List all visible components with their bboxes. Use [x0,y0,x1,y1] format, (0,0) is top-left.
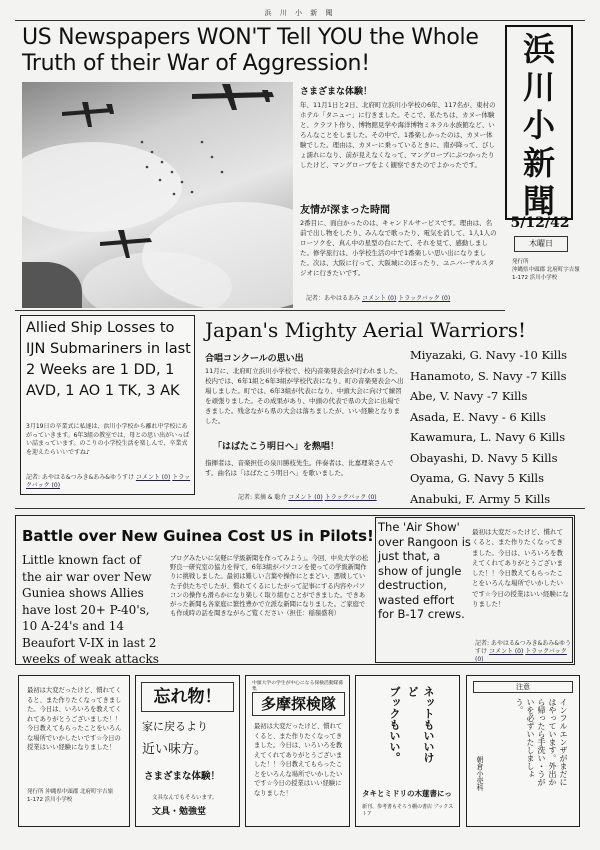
top-rule [15,20,585,21]
section2-text: 2番目に、面白かったのは、キャンドルサービスです。理由は、名前で出し物をしたり、みんなで歌ったり、電気を消して、1人1人のローソクを、真ん中の星型の台にたて、それを見て、感動しました。修学旅行は、小学校生活の中で1番楽しい思い出になりました。次は、大阪に行って、大阪城にのぼったり、ユニバーサルスタジオに行きたいです。 [300,219,497,277]
aerial-jp-head2: 「はばたこう明日へ」を熱唱！ [213,442,340,452]
masthead: 浜 川 小 新 聞 [264,9,336,17]
ad2-small: 文具なんでもそろいます。 [152,795,218,801]
ship-caption [26,474,192,490]
ad2-shop: 文具・勉強堂 [152,807,207,817]
kills-item: Kawamura, L. Navy 6 Kills [410,430,566,444]
ad2-sub1: 家に戻るより [142,720,208,733]
ad5-head: 注意 [473,681,573,693]
kills-item: Oyama, G. Navy 5 Kills [410,471,545,485]
issue-weekday: 木曜日 [514,236,568,252]
kills-item: Obayashi, D. Navy 5 Kills [410,450,558,465]
newspaper-logo [505,25,573,220]
ad4-vert2: ブックもいい。 [388,686,401,763]
airshow-caption-author: 記者: あやはる&つみき&あみ&ゆうすけ [475,640,571,655]
bomber-plane [192,84,274,110]
logo-char: 新 [522,144,555,182]
bottom-ad-1 [18,675,130,827]
main-caption [306,293,502,302]
airshow-jp-text: 最初は大変だったけど、慣れてくると、また作りたくなってきました。今日は、いろいろを教えてくれてありがとうございました！！今日教えてもらったことをいろんな場所でいかしたいです☆今日の授業はいい経験になりました！ [472,528,569,609]
airshow-trackback-link[interactable]: トラックバック (0) [475,648,567,663]
aerial-caption-author: 記者: 菜摘 & 聡介 [238,494,287,501]
aerial-title: Japan's Mighty Aerial Warriors! [205,318,526,342]
ad1-publisher: 発行所 沖縄県中頭郡 北府町字吉嶺1-172 浜川小学校 [27,789,113,803]
bottom-ad-2 [135,675,240,827]
ad4-vert1: ネットもいいけど [406,686,435,763]
publisher-label: 発行所 [512,259,529,265]
logo-char: 浜 [522,30,555,68]
ad3-text: 最初は大変だったけど、慣れてくると、また作りたくなってきました。今日は、いろいろを教えてくれてありがとうございました！！今日教えてもらったことをいろんな場所でいかしたいです☆今日の授業はいい経験になりました！ [254,723,343,797]
aerial-jp-text2: 指揮者は、音楽担任の泉川勝枝先生。伴奏者は、比嘉理菜さんです。曲名は「はばたこう明日へ」を歌いました。 [205,459,394,477]
bomber-photo [22,82,293,308]
logo-char: 聞 [522,182,555,220]
ship-trackback-link[interactable]: トラックバック (0) [26,474,191,489]
kills-item: Asada, E. Navy - 6 Kills [410,409,546,424]
bomber-planes [22,82,293,308]
ad5-sign: 朝倉小売科 [476,756,484,791]
section1-text: 年、11月1日と2日、北府町立浜川小学校の6年、117名が、東村のホテル「タニュー」に行きました。そこで、私たちは、カヌー体験と、クラフト作り、博物館見学や海洋博物ミネラル水族館など、いろんなことをしました。その中で、1番楽しかったのは、カヌー体験でした。理由は、カヌーに乗っているときに、南が降って、びしょ濡れになり、前が見えなくなって、マングローブにぶつかったりしたけど、マングローブをよく観察できたのでよかったです。 [300,101,496,169]
aerial-trackback-link[interactable]: トラックバック (0) [324,494,377,501]
ad1-text: 最初は大変だったけど、慣れてくると、また作りたくなってきました。今日は、いろいろを教えてくれてありがとうございました！！今日教えてもらったことをいろんな場所でいかしたいです☆今日の授業はいい経験になりました！ [27,687,122,751]
section1-title: さまざまな体験！ [300,87,373,97]
main-headline: US Newspapers WON'T Tell YOU the Whole Truth of their War of Aggression! [22,25,479,76]
issue-date: 5/12/42 [510,215,570,231]
aerial-jp-text: 11月に、北府町立浜川小学校で、校内音楽発表会が行われました。校内では、6年1組と6年3組が学校代表になり、町の音楽発表会へ出場しました。町では、6年3組が代表になり、中頭大会に向けて練習を頑張りました。その成果があり、中頭の代表で県の大会に出場できました。残念ながら県の大会は落ちましたが、いい経験となりました。 [205,367,404,425]
main-trackback-link[interactable]: トラックバック (0) [398,295,451,302]
ad5-notice: インフルエンザがまだにはやっています。外出から帰ったら手洗い・うがいを必ずいたしましょう。 [515,698,568,786]
ad2-title: 忘れ物！ [141,682,234,712]
kills-list [410,345,585,509]
main-comment-link[interactable]: コメント (0) [361,295,397,302]
bottom-ad-5 [466,675,580,827]
falling-bombs [141,141,224,196]
aerial-caption [238,492,408,501]
section-rule [15,508,585,509]
logo-char: 川 [522,68,555,106]
bottom-ad-4 [355,675,460,827]
bomber-plane [62,102,114,127]
guinea-text: Little known fact of the air war over New Guniea shows Allies have lost 20+ P-40's, 10 A-24's and 14 Beaufort V-IX in last 2 weeks of weak attacks [22,553,159,666]
airshow-comment-link[interactable]: コメント (0) [488,648,524,655]
ad2-sub3: さまざまな体験！ [144,771,221,782]
section-rule [15,310,505,311]
ad3-title: 多摩探検隊 [252,692,345,716]
guinea-jp-text: ブログみたいに気軽に学級新聞を作ってみよう」。今回、中央大学の松野良一研究室の協力を得て、6年3組がパソコンを使っての学級新聞作りに挑戦しました。最初は難しい言葉や操作にとまどい、悪戦していた子供たちでしたが、慣れてくるにしたがって記事にする内容やパソコンの操作も滑らかになり楽しく取り組むことができました。できあがった新聞も各家庭に繁性豊かで立派な新聞になりました。ご家庭でも作成時の話を聞きながらご覧ください（担任：稲嶺盛利） [170,555,369,618]
guinea-title: Battle over New Guinea Cost US in Pilots! [22,527,374,545]
airshow-text: The 'Air Show' over Rangoon is just that, a show of jungle destruction, wasted effort for B-17 crews. [378,520,471,621]
ship-caption-author: 記者: あやはる&つみき&あみ&ゆうすけ [26,474,134,481]
main-caption-author: 記者：あやはるあみ [306,295,361,302]
logo-char: 小 [522,106,555,144]
publisher-info [512,258,582,282]
kills-item: Hanamoto, S. Navy -7 Kills [410,368,567,383]
ad2-sub2: 近い味方。 [142,742,208,757]
bomber-plane [100,230,152,258]
ad4-hand: タキとミドリの木蓮書にっ [362,789,452,798]
kills-item: Abe, V. Navy -7 Kills [410,389,528,403]
bottom-ad-3 [245,675,350,827]
ship-losses-box [20,315,195,495]
aerial-jp-head: 合唱コンクールの思い出 [205,354,304,364]
ad3-small: 中頭大学の学生が中心になる探検活動隊募集 [252,681,344,692]
ship-jp-text: 3月19日の卒業式に私達は、浜川小学校から離れ中学校にあがっていきます。6年3組の教室では、母との思い出がいっぱい詰まっています。のこりの小学校生活を楽しんで、卒業式を迎えたらいいですね♪ [26,423,190,456]
publisher-address: 沖縄県中頭郡 北府町字吉嶺1-172 浜川小学校 [512,267,580,281]
section2-title: 友情が深まった時間 [300,205,390,216]
kills-item: Anabuki, F. Army 5 Kills [410,491,551,506]
ad4-shop: 新刊、参考書もそろう棚の書店 ブックストア [362,804,454,817]
airshow-caption [475,640,572,664]
ship-losses-text: Allied Ship Losses to IJN Submariners in last 2 Weeks are 1 DD, 1 AVD, 1 AO 1 TK, 3 AK [26,320,191,399]
kills-item: Miyazaki, G. Navy -10 Kills [410,348,568,362]
aerial-comment-link[interactable]: コメント (0) [288,494,323,501]
ship-comment-link[interactable]: コメント (0) [135,474,171,481]
